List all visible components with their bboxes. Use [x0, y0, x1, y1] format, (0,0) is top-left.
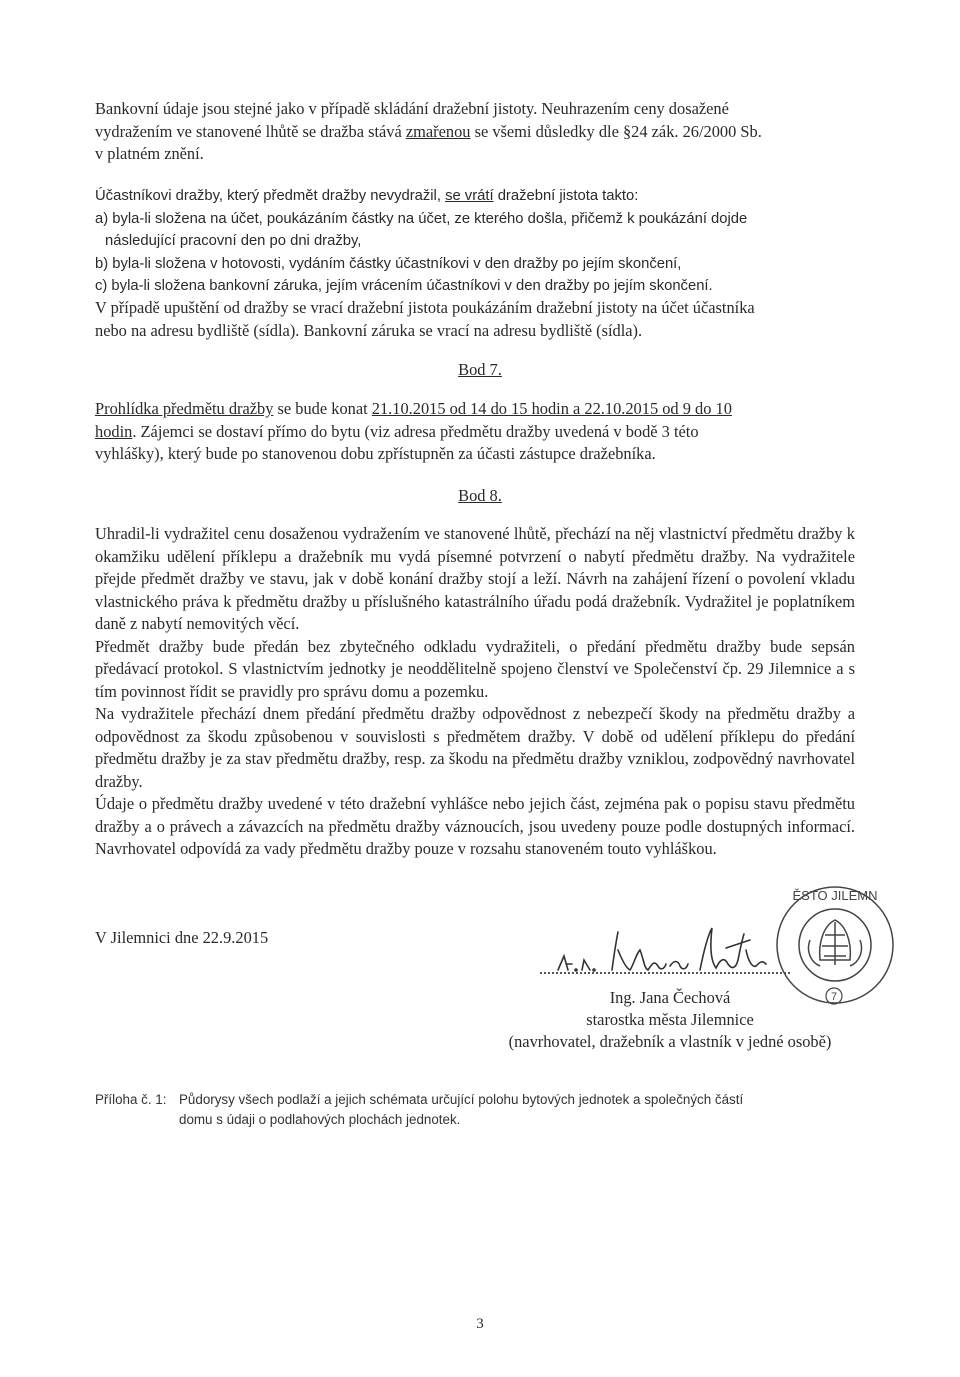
appendix-note [95, 1090, 743, 1130]
para2-v1: V případě upuštění od dražby se vrací dražební jistota poukázáním dražební jistoty na účet účastníka [95, 298, 755, 317]
section-heading-bod8: Bod 8. [458, 486, 502, 505]
bod8-p1: Uhradil-li vydražitel cenu dosaženou vydražením ve stanovené lhůtě, přechází na něj vlastnictví předmětu dražby k okamžiku udělení příklepu a dražebník mu vydá písemné potvrzení o nabytí předmětu dražby. Na vydražitele přejde předmět dražby ve stavu, jak v době konání dražby stojí a leží. Návrh na zahájení řízení o povolení vkladu vlastnického práva k předmětu dražby u příslušného katastrálního úřadu podá dražebník. Vydražitel je poplatníkem daně z nabytí nemovitých věcí. [95, 524, 855, 633]
bod7-hours: hodin [95, 421, 133, 441]
handwritten-signature [550, 920, 780, 980]
page-number: 3 [476, 1316, 484, 1332]
appendix-line1: Půdorysy všech podlaží a jejich schémata určující polohu bytových jednotek a společných částí [179, 1092, 744, 1107]
signatory-name: Ing. Jana Čechová [609, 988, 731, 1007]
bod7-inspection-label: Prohlídka předmětu dražby [95, 399, 274, 418]
bank-details-paragraph [95, 98, 855, 166]
signature-dotted-line [540, 972, 790, 974]
bod7-text2: . Zájemci se dostaví přímo do bytu (viz adresa předmětu dražby uvedená v bodě 3 této [132, 421, 699, 441]
signature-block [470, 987, 870, 1053]
para1-line2-b: se všemi důsledky dle §24 zák. 26/2000 Sb. [470, 121, 762, 141]
para2-item-b: b) byla-li složena v hotovosti, vydáním částky účastníkovi v den dražby po jejím skončení, [95, 255, 682, 272]
para2-line1-a: Účastníkovi dražby, který předmět dražby nevydražil, [95, 188, 446, 204]
para1-line1: Bankovní údaje jsou stejné jako v případě skládání dražební jistoty. Neuhrazením ceny dosažené [95, 99, 729, 118]
para1-line2-a: vydražením ve stanovené lhůtě se dražba stává [95, 121, 406, 141]
bod8-paragraphs [95, 523, 855, 861]
bod8-p2: Předmět dražby bude předán bez zbytečného odkladu vydražiteli, o předání předmětu dražby bude sepsán předávací protokol. S vlastnictvím jednotky je neoddělitelně spojeno členství ve Společenství čp. 29 Jilemnice a s tím povinnost řídit se pravidly pro správu domu a pozemku. [95, 636, 855, 701]
bod7-line1 [95, 398, 855, 421]
section-heading-bod7: Bod 7. [458, 360, 502, 379]
para2-item-a: a) byla-li složena na účet, poukázáním částky na účet, ze kterého došla, přičemž k poukázání dojde [95, 210, 748, 227]
deposit-return-paragraph [95, 185, 855, 298]
bod7-line2 [95, 421, 855, 444]
bod7-line3: vyhlášky), který bude po stanovenou dobu zpřístupněn za účasti zástupce dražebníka. [95, 444, 656, 463]
date-line: V Jilemnici dne 22.9.2015 [95, 928, 269, 947]
para2-line1 [95, 185, 855, 208]
withdrawal-paragraph [95, 297, 855, 342]
para1-underlined: zmařenou [405, 121, 471, 141]
para2-v2: nebo na adresu bydliště (sídla). Bankovní záruka se vrací na adresu bydliště (sídla). [95, 320, 643, 340]
signatory-note: (navrhovatel, dražebník a vlastník v jedné osobě) [508, 1032, 832, 1051]
para2-line1-b: dražební jistota takto: [493, 188, 639, 204]
para2-underlined: se vrátí [445, 188, 494, 204]
bod7-dates: 21.10.2015 od 14 do 15 hodin a 22.10.2015 od 9 do 10 [371, 399, 732, 418]
appendix-label: Příloha č. 1: [95, 1092, 167, 1107]
bod8-p4: Údaje o předmětu dražby uvedené v této dražební vyhlášce nebo jejich část, zejména pak o popisu stavu předmětu dražby a o právech a závazcích na předmětu dražby váznoucích, jsou uvedeny pouze podle dostupných informací. Navrhovatel odpovídá za vady předmětu dražby pouze v rozsahu stanoveném touto vyhláškou. [95, 794, 855, 858]
para1-line2 [95, 121, 855, 144]
bod8-p3: Na vydražitele přechází dnem předání předmětu dražby odpovědnost z nebezpečí škody na předmětu dražby a odpovědnost za škodu způsobenou v souvislosti s předmětem dražby. V době od udělení příklepu do předání předmětu dražby je za stav předmětu dražby, resp. za škodu na předmětu dražby vzniklou, zodpovědný navrhovatel dražby. [95, 704, 855, 791]
para2-item-c: c) byla-li složena bankovní záruka, jejím vrácením účastníkovi v den dražby po jejím skončení. [95, 278, 713, 294]
stamp-text: ĚSTO JILEMN [792, 888, 878, 903]
bod7-text1: se bude konat [273, 399, 372, 418]
para2-item-a-cont: následující pracovní den po dni dražby, [105, 233, 362, 249]
appendix-line2: domu s údaji o podlahových plochách jednotek. [179, 1112, 461, 1127]
signatory-role: starostka města Jilemnice [586, 1010, 754, 1029]
para1-line3: v platném znění. [95, 144, 204, 163]
stamp-number: 7 [830, 991, 838, 1003]
bod7-paragraph [95, 398, 855, 466]
